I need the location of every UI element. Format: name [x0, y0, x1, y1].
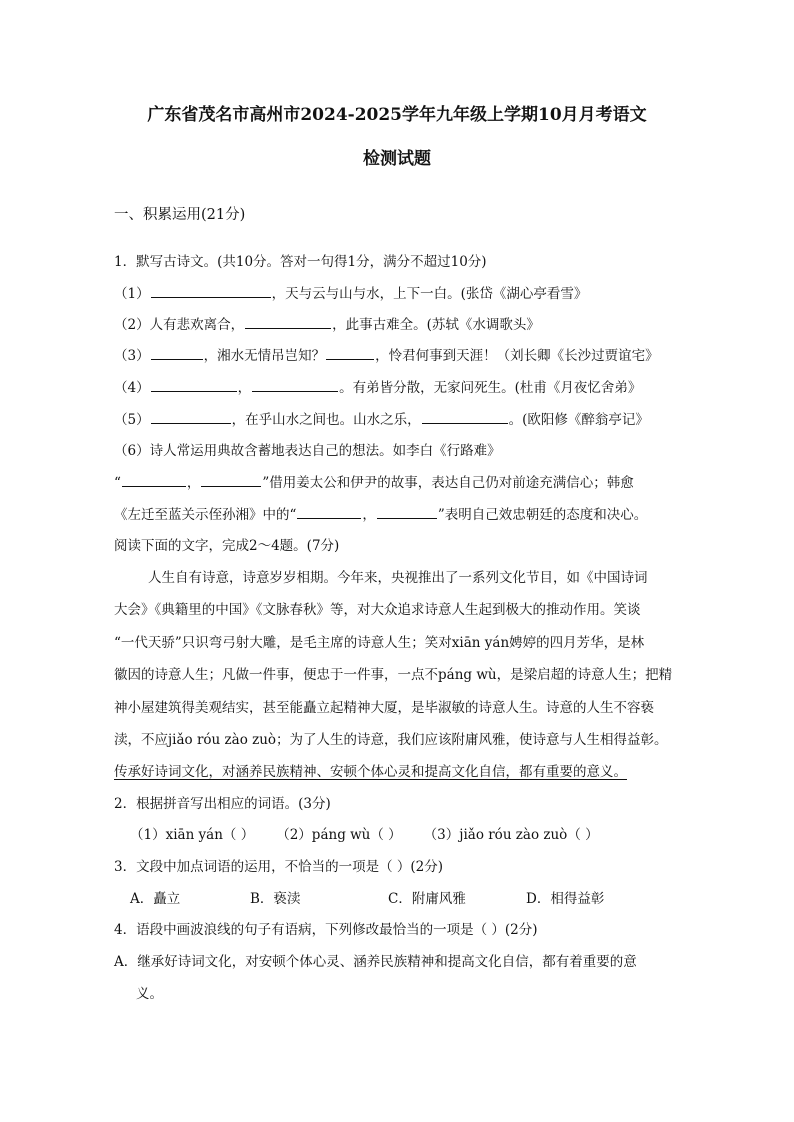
option-b[interactable]: B．亵渎	[250, 891, 301, 907]
page-subtitle: 检测试题	[363, 149, 431, 169]
answer-blank[interactable]	[151, 378, 237, 392]
item-number: （4）	[114, 380, 150, 396]
line-text: “	[114, 475, 121, 491]
section-heading: 一、积累运用(21分)	[114, 207, 246, 223]
passage-line: “一代天骄”只识弯弓射大雕，是毛主席的诗意人生；笑对xiān yán娉婷的四月芳华，是林	[114, 635, 645, 651]
line-text: 。有弟皆分散，无家问死生。(杜甫《月夜忆舍弟》	[339, 380, 642, 396]
page-title: 广东省茂名市高州市2024-2025学年九年级上学期10月月考语文	[147, 105, 647, 125]
answer-blank[interactable]	[151, 410, 231, 424]
line-text: （2）人有悲欢离合，	[114, 317, 245, 333]
line-text: ，	[362, 507, 376, 523]
q1-line-1	[114, 284, 587, 303]
answer-blank[interactable]	[422, 410, 508, 424]
item-number: （1）	[114, 286, 150, 302]
q1-line-4	[114, 378, 641, 397]
line-text: ，	[186, 475, 201, 491]
passage-line: 徽因的诗意人生；凡做一件事，便忠于一件事，一点不páng wù，是梁启超的诗意人生；把精	[114, 667, 673, 683]
reading-intro: 阅读下面的文字，完成2～4题。(7分)	[114, 538, 340, 554]
question-1-stem: 1．默写古诗文。(共10分。答对一句得1分，满分不超过10分)	[114, 254, 487, 270]
q2-options	[130, 826, 599, 844]
answer-blank[interactable]	[297, 505, 361, 519]
answer-blank[interactable]	[151, 284, 271, 298]
q2-item-3: （3）jiǎo róu zào zuò（ ）	[423, 827, 599, 843]
answer-blank[interactable]	[201, 473, 261, 487]
q2-item-2: （2）páng wù（ ）	[276, 827, 402, 843]
q1-line-6: （6）诗人常运用典故含蓄地表达自己的想法。如李白《行路难》	[114, 443, 501, 459]
answer-blank[interactable]	[122, 473, 186, 487]
line-text: ，	[237, 380, 252, 396]
answer-blank[interactable]	[151, 346, 203, 360]
line-text: 《左迁至蓝关示侄孙湘》中的“	[114, 507, 297, 523]
q3-options	[130, 890, 604, 908]
question-2-stem: 2．根据拼音写出相应的词语。(3分)	[114, 796, 331, 812]
passage-line: 渎，不应jiǎo róu zào zuò；为了人生的诗意，我们应该附庸风雅，使诗意与人生相得益彰。	[114, 732, 668, 748]
answer-blank[interactable]	[245, 315, 331, 329]
item-number: （5）	[114, 412, 150, 428]
line-text: ，在乎山水之间也。山水之乐，	[231, 412, 421, 428]
line-text: ，湘水无情吊岂知？	[203, 348, 326, 364]
line-text: ”借用姜太公和伊尹的故事，表达自己仍对前途充满信心；韩愈	[262, 475, 634, 491]
q1-line-7	[114, 473, 634, 492]
passage-line: 人生自有诗意，诗意岁岁相期。今年来，央视推出了一系列文化节目，如《中国诗词	[148, 570, 648, 586]
line-text: ，此事古难全。(苏轼《水调歌头》	[332, 317, 540, 333]
line-text: ”表明自己效忠朝廷的态度和决心。	[437, 507, 648, 523]
q4-option-a-line-1[interactable]: A．继承好诗词文化，对安顿个体心灵、涵养民族精神和提高文化自信，都有着重要的意	[114, 954, 637, 970]
passage-line: 大会》《典籍里的中国》《文脉春秋》等，对大众追求诗意人生起到极大的推动作用。笑谈	[114, 602, 641, 618]
question-4-stem: 4．语段中画波浪线的句子有语病，下列修改最恰当的一项是（ ）(2分)	[114, 922, 538, 938]
line-text: ，怜君何事到天涯！（刘长卿《长沙过贾谊宅》	[375, 348, 659, 364]
q4-option-a-line-2: 义。	[136, 986, 163, 1002]
q1-line-2	[114, 315, 540, 334]
q1-line-3	[114, 346, 659, 365]
option-d[interactable]: D．相得益彰	[526, 891, 605, 907]
passage-line: 神小屋建筑得美观结实，甚至能矗立起精神大厦，是毕淑敏的诗意人生。诗意的人生不容亵	[114, 700, 654, 716]
q2-item-1: （1）xiān yán（ ）	[130, 827, 255, 843]
option-a[interactable]: A．矗立	[130, 891, 181, 907]
option-c[interactable]: C．附庸风雅	[388, 891, 466, 907]
answer-blank[interactable]	[377, 505, 437, 519]
question-3-stem: 3．文段中加点词语的运用，不恰当的一项是（ ）(2分)	[114, 859, 444, 875]
answer-blank[interactable]	[252, 378, 338, 392]
line-text: 。(欧阳修《醉翁亭记》	[508, 412, 649, 428]
item-number: （3）	[114, 348, 150, 364]
answer-blank[interactable]	[326, 346, 374, 360]
q1-line-5	[114, 410, 649, 429]
line-text: ，天与云与山与水，上下一白。(张岱《湖心亭看雪》	[271, 286, 588, 302]
wavy-underlined-sentence: 传承好诗词文化，对涵养民族精神、安顿个体心灵和提高文化自信，都有重要的意义。	[114, 764, 627, 780]
q1-line-8	[114, 505, 647, 524]
